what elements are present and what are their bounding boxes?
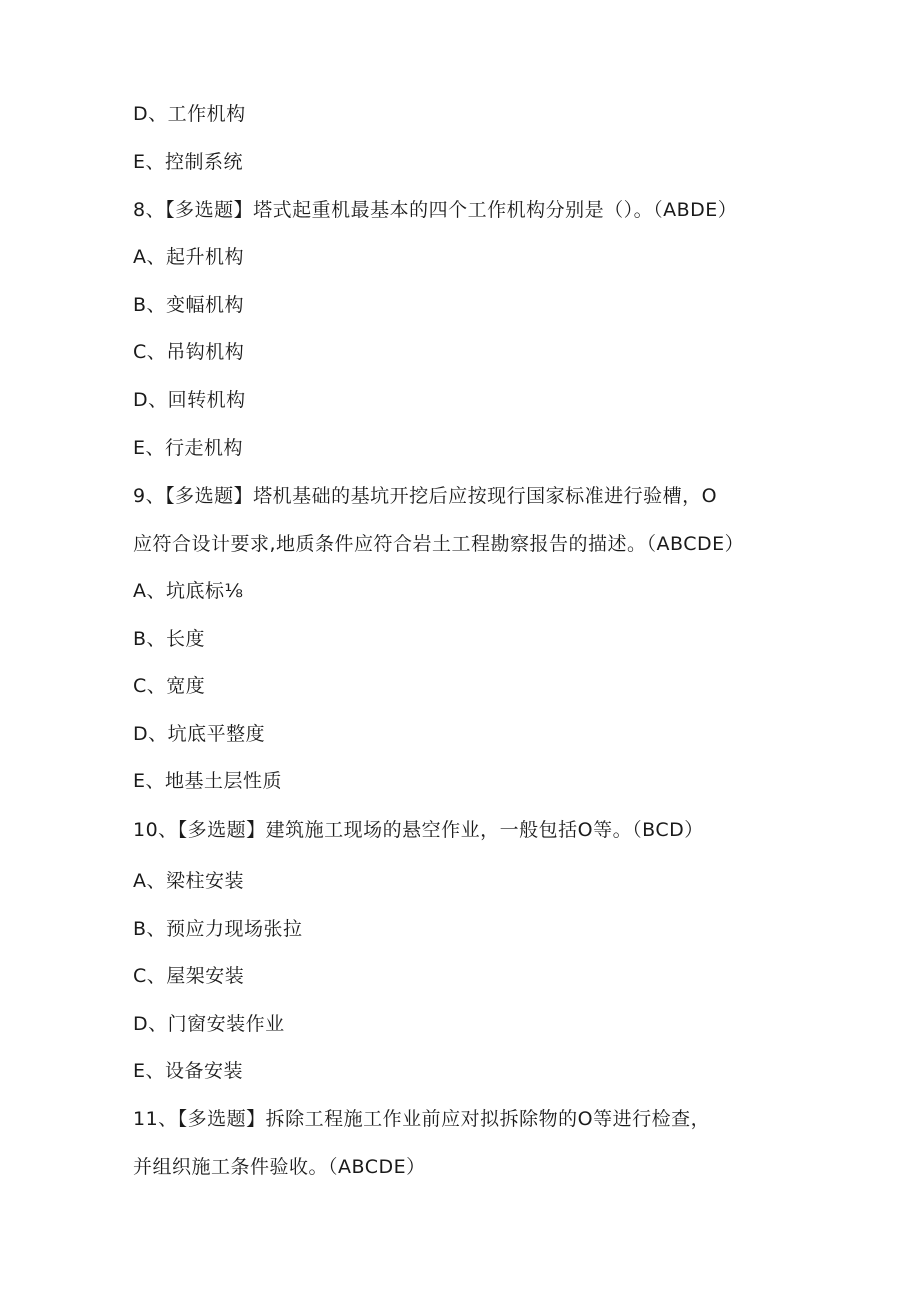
question-9-line-2: 应符合设计要求,地质条件应符合岩土工程勘察报告的描述。（ABCDE）: [133, 533, 745, 555]
option-e-line: E、控制系统: [133, 151, 244, 173]
question-10: 10、【多选题】建筑施工现场的悬空作业，一般包括O等。（BCD）: [133, 819, 704, 841]
q9-option-c: C、宽度: [133, 675, 206, 697]
q8-option-e: E、行走机构: [133, 437, 244, 459]
q10-option-a: A、梁柱安装: [133, 870, 244, 892]
question-11-line-1: 11、【多选题】拆除工程施工作业前应对拟拆除物的O等进行检查，: [133, 1108, 711, 1130]
q9-option-b: B、长度: [133, 628, 206, 650]
q8-option-d: D、回转机构: [133, 389, 246, 411]
q10-option-e: E、设备安装: [133, 1060, 244, 1082]
question-9-line-1: 9、【多选题】塔机基础的基坑开挖后应按现行国家标准进行验槽，O: [133, 485, 718, 507]
q8-option-b: B、变幅机构: [133, 294, 245, 316]
question-11-line-2: 并组织施工条件验收。（ABCDE）: [133, 1156, 426, 1178]
q9-option-d: D、坑底平整度: [133, 723, 266, 745]
q10-option-d: D、门窗安装作业: [133, 1013, 285, 1035]
q10-option-c: C、屋架安装: [133, 965, 245, 987]
q8-option-c: C、吊钩机构: [133, 341, 245, 363]
option-d-line: D、工作机构: [133, 103, 246, 125]
q10-option-b: B、预应力现场张拉: [133, 918, 303, 940]
q9-option-e: E、地基土层性质: [133, 770, 283, 792]
q8-option-a: A、起升机构: [133, 246, 244, 268]
q9-option-a: A、坑底标⅛: [133, 580, 244, 602]
question-8: 8、【多选题】塔式起重机最基本的四个工作机构分别是（）。（ABDE）: [133, 199, 738, 221]
